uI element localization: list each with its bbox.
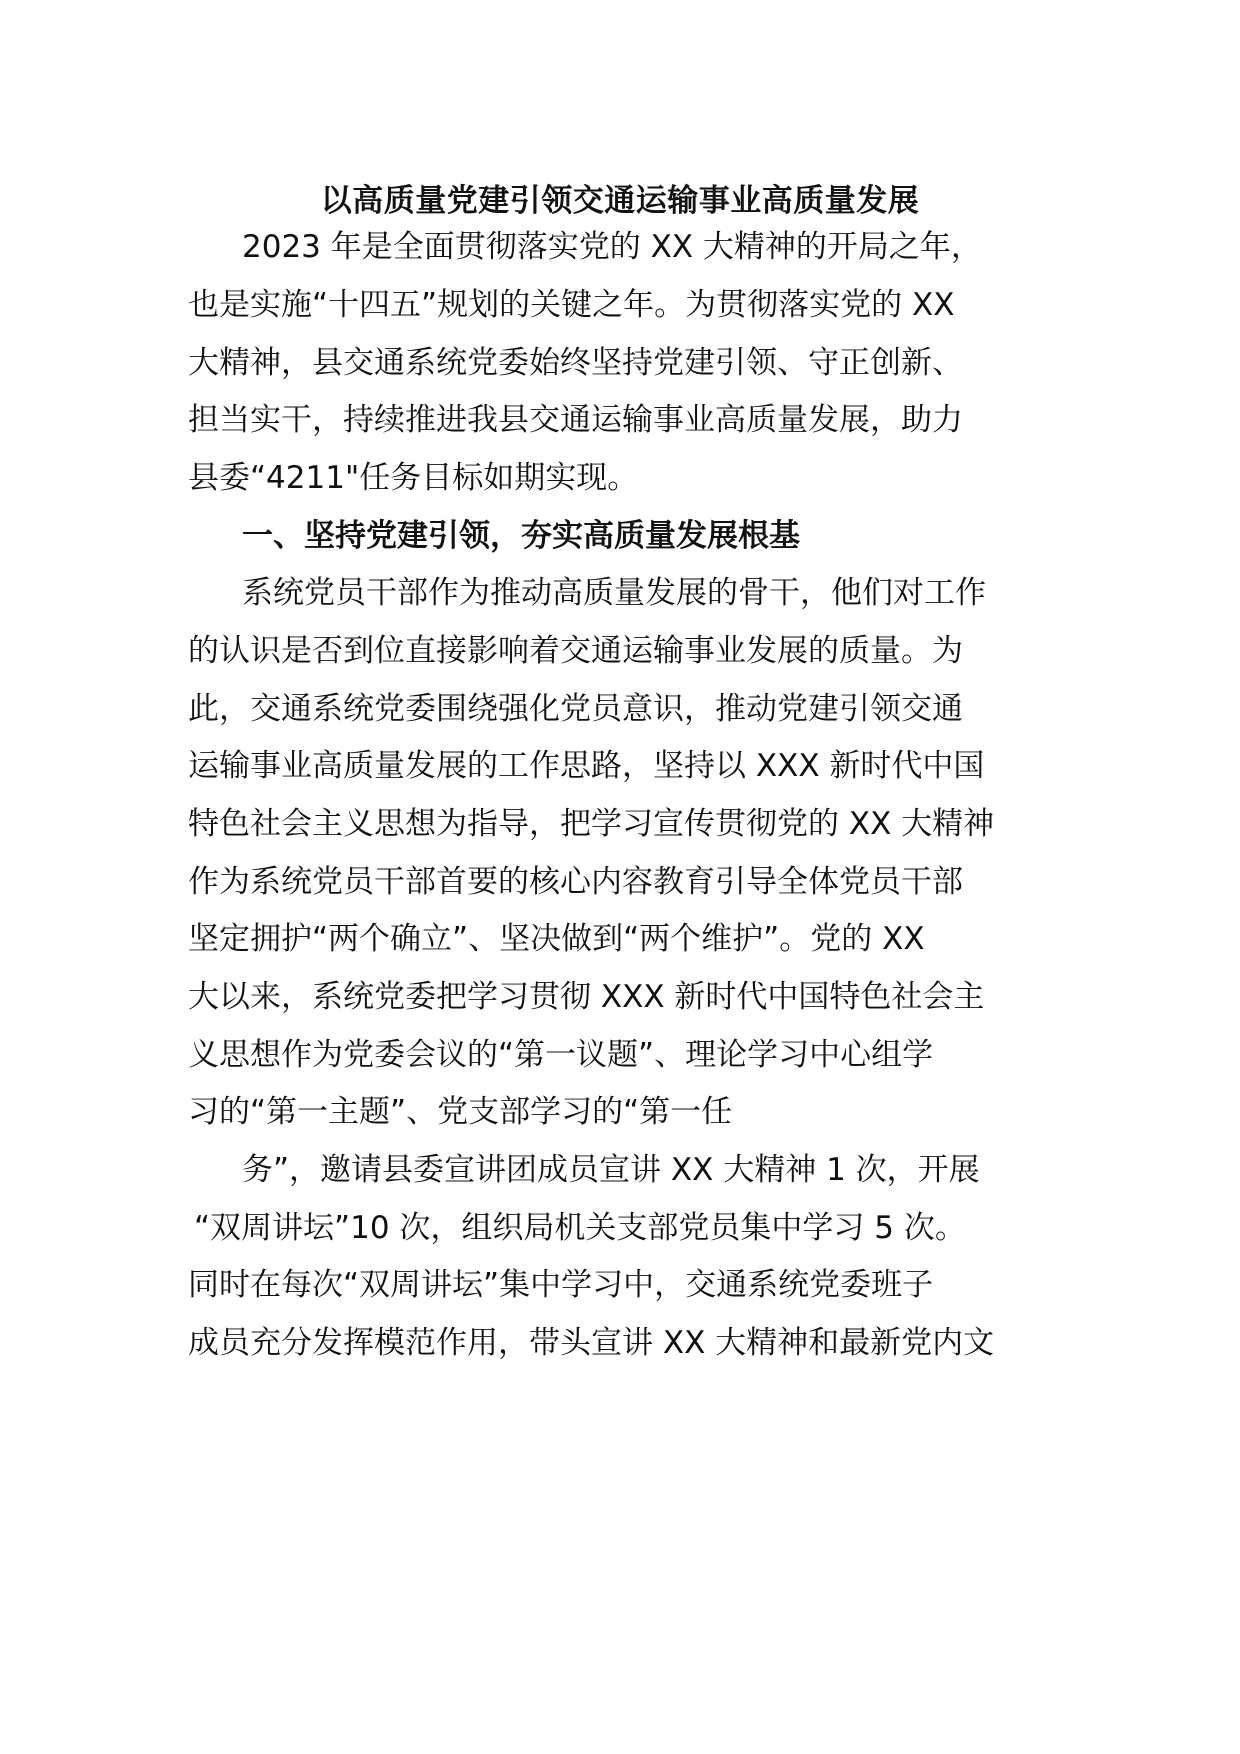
paragraph-line: 习的“第一主题”、党支部学习的“第一任 — [188, 1094, 733, 1130]
paragraph-line: 县委“4211"任务目标如期实现。 — [188, 460, 639, 496]
paragraph-line: 也是实施“十四五”规划的关键之年。为贯彻落实党的 XX — [188, 287, 955, 323]
paragraph-line: “双周讲坛”10 次，组织局机关支部党员集中学习 5 次。 — [194, 1210, 966, 1246]
section-heading: 一、坚持党建引领，夯实高质量发展根基 — [242, 518, 800, 554]
paragraph-line: 坚定拥护“两个确立”、坚决做到“两个维护”。党的 XX — [188, 921, 925, 957]
paragraph-line: 此，交通系统党委围绕强化党员意识，推动党建引领交通 — [188, 691, 963, 727]
paragraph-line: 作为系统党员干部首要的核心内容教育引导全体党员干部 — [188, 864, 963, 900]
paragraph-line: 2023 年是全面贯彻落实党的 XX 大精神的开局之年， — [242, 229, 982, 265]
paragraph-line: 特色社会主义思想为指导，把学习宣传贯彻党的 XX 大精神 — [188, 806, 995, 842]
paragraph-line: 义思想作为党委会议的“第一议题”、理论学习中心组学 — [188, 1037, 934, 1073]
paragraph-line: 成员充分发挥模范作用，带头宣讲 XX 大精神和最新党内文 — [188, 1325, 995, 1361]
paragraph-line: 担当实干，持续推进我县交通运输事业高质量发展，助力 — [188, 402, 963, 438]
paragraph-line: 务”，邀请县委宣讲团成员宣讲 XX 大精神 1 次，开展 — [242, 1152, 980, 1188]
paragraph-line: 的认识是否到位直接影响着交通运输事业发展的质量。为 — [188, 633, 963, 669]
paragraph-line: 大精神，县交通系统党委始终坚持党建引领、守正创新、 — [188, 345, 963, 381]
paragraph-line: 同时在每次“双周讲坛”集中学习中，交通系统党委班子 — [188, 1267, 934, 1303]
paragraph-line: 系统党员干部作为推动高质量发展的骨干，他们对工作 — [242, 575, 986, 611]
document-title: 以高质量党建引领交通运输事业高质量发展 — [320, 183, 920, 219]
paragraph-line: 运输事业高质量发展的工作思路，坚持以 XXX 新时代中国 — [188, 748, 985, 784]
paragraph-line: 大以来，系统党委把学习贯彻 XXX 新时代中国特色社会主 — [188, 979, 985, 1015]
